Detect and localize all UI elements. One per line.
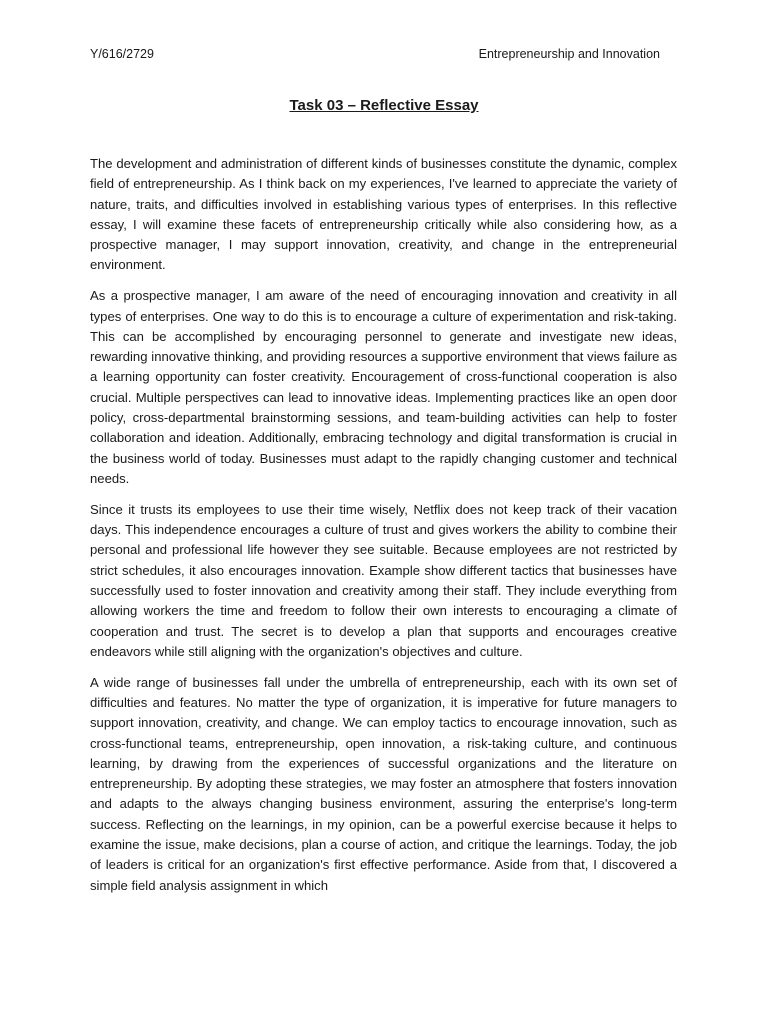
document-id: Y/616/2729: [90, 47, 154, 61]
course-title: Entrepreneurship and Innovation: [478, 47, 660, 61]
paragraph-3: Since it trusts its employees to use their time wisely, Netflix does not keep track of their vacation days. This independence encourages a culture of trust and gives workers the ability to combine their personal and professional life however they see suitable. Because employees are not restricted by strict schedules, it also encourages innovation. Example show different tactics that businesses have successfully used to foster innovation and creativity among their staff. They include everything from allowing workers the time and freedom to follow their own interests to encouraging a climate of cooperation and trust. The secret is to develop a plan that supports and encourages creative endeavors while still aligning with the organization's objectives and culture.: [90, 501, 677, 659]
paragraph-2: As a prospective manager, I am aware of the need of encouraging innovation and creativity in all types of enterprises. One way to do this is to encourage a culture of experimentation and risk-taking. This can be accomplished by encouraging personnel to generate and investigate new ideas, rewarding innovative thinking, and providing resources a supportive environment that views failure as a learning opportunity can foster creativity. Encouragement of cross-functional cooperation is also crucial. Multiple perspectives can lead to innovative ideas. Implementing practices like an open door policy, cross-departmental brainstorming sessions, and team-building activities can help to foster collaboration and ideation. Additionally, embracing technology and digital transformation is crucial in the business world of today. Businesses must adapt to the rapidly changing customer and technical needs.: [90, 288, 677, 486]
essay-title: Task 03 – Reflective Essay: [289, 97, 479, 114]
page-header: [90, 45, 660, 63]
essay-body: [90, 154, 677, 906]
paragraph-4: A wide range of businesses fall under the umbrella of entrepreneurship, each with its own set of difficulties and features. No matter the type of organization, it is imperative for future managers to support innovation, creativity, and change. We can employ tactics to encourage innovation, such as cross-functional teams, entrepreneurship, open innovation, a risk-taking culture, and continuous learning, by drawing from the experiences of successful organizations and the literature on entrepreneurship. By adopting these strategies, we may foster an atmosphere that fosters innovation and adapts to the always changing business environment, assuring the enterprise's long-term success. Reflecting on the learnings, in my opinion, can be a powerful exercise because it helps to examine the issue, make decisions, plan a course of action, and critique the learnings. Today, the job of leaders is critical for an organization's first effective performance. Aside from that, I discovered a simple field analysis assignment in which: [90, 674, 677, 893]
paragraph-1: The development and administration of different kinds of businesses constitute the dynamic, complex field of entrepreneurship. As I think back on my experiences, I've learned to appreciate the variety of nature, traits, and difficulties involved in establishing various types of enterprises. In this reflective essay, I will examine these facets of entrepreneurship critically while also considering how, as a prospective manager, I may support innovation, creativity, and change in the entrepreneurial environment.: [90, 156, 677, 273]
